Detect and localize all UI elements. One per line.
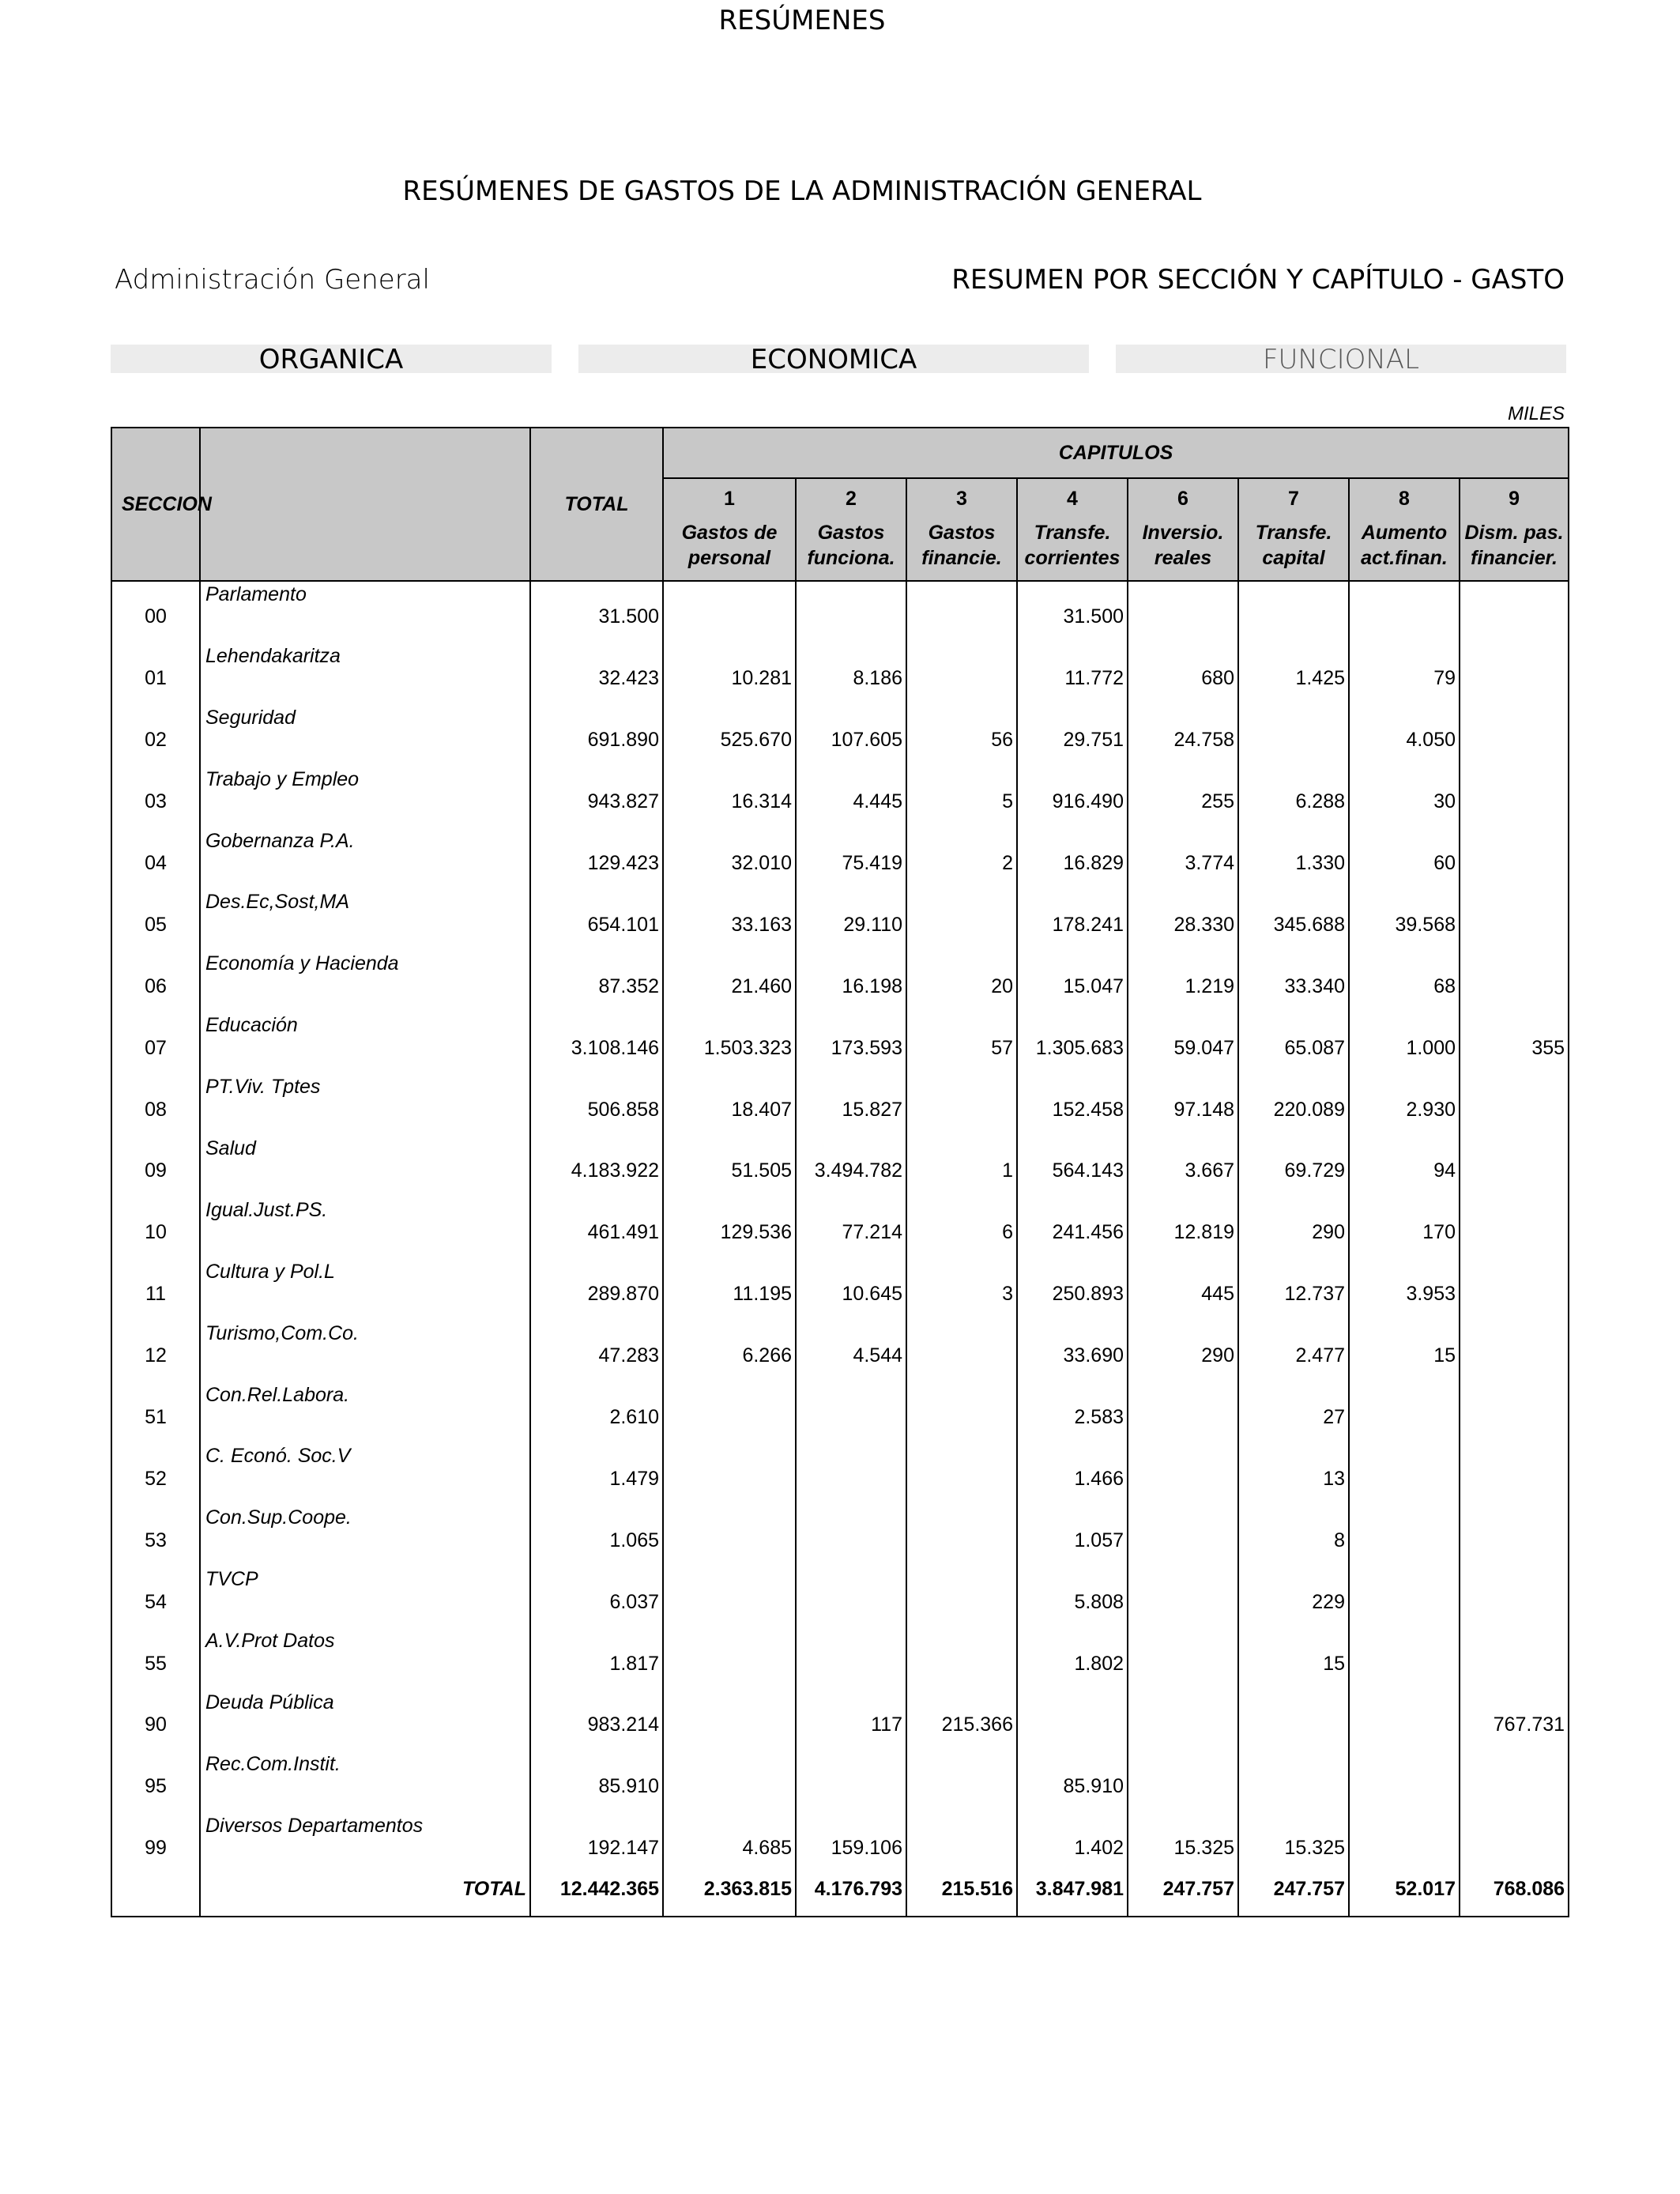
cell-total: 1.479 [530,1443,663,1505]
cell-c6 [1128,1443,1238,1505]
table-row [111,889,1569,951]
cell-c8 [1349,1751,1460,1813]
cell-c3: 2 [906,828,1017,890]
budget-table [111,427,1569,1917]
chapter-num: 9 [1460,478,1569,511]
table-row [111,1321,1569,1382]
cell-c9 [1460,1382,1569,1444]
cell-c8: 30 [1349,767,1460,828]
cell-c3 [906,1443,1017,1505]
table-row [111,1628,1569,1690]
cell-c2 [796,1505,906,1566]
chapter-label: Gastos de personal [663,511,796,581]
cell-c7: 65.087 [1238,1012,1349,1074]
cell-c7: 2.477 [1238,1321,1349,1382]
cell-c7: 8 [1238,1505,1349,1566]
section-name: Parlamento [200,581,530,643]
total-c7: 247.757 [1238,1875,1349,1917]
cell-c7: 27 [1238,1382,1349,1444]
table-row [111,951,1569,1012]
cell-c3 [906,1321,1017,1382]
cell-c4: 1.402 [1017,1813,1128,1875]
table-row [111,1566,1569,1628]
total-c9: 768.086 [1460,1875,1569,1917]
cell-c7: 13 [1238,1443,1349,1505]
capitulos-header: CAPITULOS [663,428,1569,478]
chapter-label: Aumento act.finan. [1349,511,1460,581]
chapter-label: Dism. pas. financier. [1460,511,1569,581]
cell-c2 [796,1566,906,1628]
cell-c8 [1349,1566,1460,1628]
cell-c9 [1460,1074,1569,1136]
section-code: 55 [111,1628,200,1690]
cell-c3: 1 [906,1136,1017,1197]
cell-c7: 229 [1238,1566,1349,1628]
table-row [111,1259,1569,1321]
table-row [111,1813,1569,1875]
cell-c7: 15.325 [1238,1813,1349,1875]
section-name: C. Econó. Soc.V [200,1443,530,1505]
cell-c6 [1128,1628,1238,1690]
cell-total: 87.352 [530,951,663,1012]
section-name: Educación [200,1012,530,1074]
chapter-num: 6 [1128,478,1238,511]
cell-c9 [1460,1443,1569,1505]
summary-type: RESUMEN POR SECCIÓN Y CAPÍTULO - GASTO [951,264,1565,296]
cell-c8: 68 [1349,951,1460,1012]
cell-c1 [663,581,796,643]
cell-c9 [1460,1321,1569,1382]
cell-c2: 10.645 [796,1259,906,1321]
cell-c2: 8.186 [796,643,906,705]
cell-c2: 117 [796,1690,906,1751]
cell-total: 85.910 [530,1751,663,1813]
cell-c7: 33.340 [1238,951,1349,1012]
chapter-num: 8 [1349,478,1460,511]
total-total: 12.442.365 [530,1875,663,1917]
cell-total: 129.423 [530,828,663,890]
total-c3: 215.516 [906,1875,1017,1917]
cell-c9 [1460,643,1569,705]
total-c2: 4.176.793 [796,1875,906,1917]
cell-c3 [906,1628,1017,1690]
cell-c8 [1349,1628,1460,1690]
cell-c7 [1238,1751,1349,1813]
cell-c3 [906,889,1017,951]
table-row [111,1012,1569,1074]
cell-c2: 159.106 [796,1813,906,1875]
cell-c1: 11.195 [663,1259,796,1321]
cell-c9 [1460,1751,1569,1813]
cell-c4: 29.751 [1017,705,1128,767]
chapter-label: Gastos funciona. [796,511,906,581]
cell-c2: 77.214 [796,1197,906,1259]
cell-c3 [906,1813,1017,1875]
tab-economica[interactable]: ECONOMICA [578,345,1089,373]
cell-c6: 255 [1128,767,1238,828]
cell-total: 6.037 [530,1566,663,1628]
cell-c8: 15 [1349,1321,1460,1382]
cell-c9 [1460,1566,1569,1628]
cell-c6: 445 [1128,1259,1238,1321]
cell-c1: 4.685 [663,1813,796,1875]
cell-c1 [663,1382,796,1444]
cell-c7: 290 [1238,1197,1349,1259]
cell-c7: 345.688 [1238,889,1349,951]
cell-c9 [1460,1813,1569,1875]
cell-c7: 12.737 [1238,1259,1349,1321]
cell-total: 1.065 [530,1505,663,1566]
tab-organica[interactable]: ORGANICA [111,345,552,373]
cell-c9 [1460,1259,1569,1321]
cell-c4: 1.305.683 [1017,1012,1128,1074]
section-title: RESÚMENES [718,5,886,36]
table-body [111,581,1569,1917]
classification-tabs [111,345,1566,375]
cell-c8: 94 [1349,1136,1460,1197]
cell-c7: 15 [1238,1628,1349,1690]
cell-c1: 6.266 [663,1321,796,1382]
total-header: TOTAL [530,428,663,581]
cell-c8: 4.050 [1349,705,1460,767]
chapter-num: 3 [906,478,1017,511]
cell-c9: 767.731 [1460,1690,1569,1751]
section-name: Gobernanza P.A. [200,828,530,890]
section-code: 05 [111,889,200,951]
page-title: RESÚMENES DE GASTOS DE LA ADMINISTRACIÓN GENERAL [402,175,1202,207]
section-name: Diversos Departamentos [200,1813,530,1875]
cell-c4: 31.500 [1017,581,1128,643]
cell-c3 [906,1505,1017,1566]
cell-c3: 6 [906,1197,1017,1259]
cell-c1 [663,1751,796,1813]
total-c6: 247.757 [1128,1875,1238,1917]
cell-c4: 11.772 [1017,643,1128,705]
cell-c6 [1128,1566,1238,1628]
section-name: Salud [200,1136,530,1197]
chapter-label: Transfe. corrientes [1017,511,1128,581]
section-name: Turismo,Com.Co. [200,1321,530,1382]
cell-c7 [1238,1690,1349,1751]
cell-c6: 290 [1128,1321,1238,1382]
cell-c6: 28.330 [1128,889,1238,951]
section-code: 09 [111,1136,200,1197]
cell-c2: 3.494.782 [796,1136,906,1197]
table-row [111,643,1569,705]
cell-c1: 32.010 [663,828,796,890]
cell-total: 461.491 [530,1197,663,1259]
cell-c8: 60 [1349,828,1460,890]
cell-c9: 355 [1460,1012,1569,1074]
section-code: 90 [111,1690,200,1751]
section-code: 52 [111,1443,200,1505]
cell-c6: 3.774 [1128,828,1238,890]
cell-c3: 215.366 [906,1690,1017,1751]
section-code: 11 [111,1259,200,1321]
cell-total: 1.817 [530,1628,663,1690]
section-name: Igual.Just.PS. [200,1197,530,1259]
table-row [111,1751,1569,1813]
section-code: 07 [111,1012,200,1074]
cell-total: 32.423 [530,643,663,705]
cell-c9 [1460,767,1569,828]
cell-c6 [1128,1505,1238,1566]
section-code: 12 [111,1321,200,1382]
cell-c8: 3.953 [1349,1259,1460,1321]
cell-c3: 57 [906,1012,1017,1074]
cell-c1 [663,1505,796,1566]
cell-c8 [1349,1690,1460,1751]
cell-c6: 24.758 [1128,705,1238,767]
section-name: Deuda Pública [200,1690,530,1751]
cell-c8 [1349,1813,1460,1875]
total-c1: 2.363.815 [663,1875,796,1917]
cell-c4: 16.829 [1017,828,1128,890]
seccion-header: SECCION [111,428,200,581]
table-row [111,1382,1569,1444]
cell-c1 [663,1628,796,1690]
cell-total: 31.500 [530,581,663,643]
cell-c3 [906,1382,1017,1444]
cell-c7: 1.330 [1238,828,1349,890]
table-row [111,1690,1569,1751]
cell-c4: 33.690 [1017,1321,1128,1382]
cell-c6: 3.667 [1128,1136,1238,1197]
cell-c9 [1460,1197,1569,1259]
cell-c1: 10.281 [663,643,796,705]
cell-total: 47.283 [530,1321,663,1382]
chapter-num: 4 [1017,478,1128,511]
cell-c6: 97.148 [1128,1074,1238,1136]
cell-c9 [1460,1505,1569,1566]
cell-c7 [1238,581,1349,643]
table-row [111,1443,1569,1505]
cell-c6 [1128,581,1238,643]
section-name: Con.Rel.Labora. [200,1382,530,1444]
section-code: 95 [111,1751,200,1813]
totals-row [111,1875,1569,1917]
cell-c4: 241.456 [1017,1197,1128,1259]
cell-total: 289.870 [530,1259,663,1321]
cell-c1: 129.536 [663,1197,796,1259]
section-name: PT.Viv. Tptes [200,1074,530,1136]
table-row [111,767,1569,828]
cell-c2 [796,581,906,643]
section-name: Trabajo y Empleo [200,767,530,828]
cell-c6 [1128,1751,1238,1813]
cell-c4 [1017,1690,1128,1751]
section-name: Rec.Com.Instit. [200,1751,530,1813]
units-label: MILES [1507,403,1565,424]
cell-c4: 5.808 [1017,1566,1128,1628]
totals-label: TOTAL [200,1875,530,1917]
section-code: 06 [111,951,200,1012]
cell-c2 [796,1628,906,1690]
cell-c1 [663,1690,796,1751]
cell-c1: 21.460 [663,951,796,1012]
cell-c3: 5 [906,767,1017,828]
cell-c2: 4.445 [796,767,906,828]
cell-c9 [1460,951,1569,1012]
section-name: Seguridad [200,705,530,767]
cell-c2: 75.419 [796,828,906,890]
totals-code [111,1875,200,1917]
section-code: 10 [111,1197,200,1259]
total-c4: 3.847.981 [1017,1875,1128,1917]
cell-c6: 15.325 [1128,1813,1238,1875]
cell-total: 654.101 [530,889,663,951]
cell-c4: 564.143 [1017,1136,1128,1197]
table-row [111,705,1569,767]
cell-c7: 6.288 [1238,767,1349,828]
cell-c3: 20 [906,951,1017,1012]
cell-c2: 4.544 [796,1321,906,1382]
section-code: 02 [111,705,200,767]
cell-c2: 173.593 [796,1012,906,1074]
section-name: TVCP [200,1566,530,1628]
section-code: 99 [111,1813,200,1875]
section-code: 00 [111,581,200,643]
cell-c7: 69.729 [1238,1136,1349,1197]
section-code: 54 [111,1566,200,1628]
cell-c8 [1349,1505,1460,1566]
cell-c4: 178.241 [1017,889,1128,951]
cell-c1: 33.163 [663,889,796,951]
cell-c8: 2.930 [1349,1074,1460,1136]
table-row [111,1074,1569,1136]
cell-c2 [796,1751,906,1813]
chapter-num: 7 [1238,478,1349,511]
cell-total: 192.147 [530,1813,663,1875]
cell-c3 [906,643,1017,705]
chapter-num: 2 [796,478,906,511]
cell-c3: 56 [906,705,1017,767]
cell-c6: 1.219 [1128,951,1238,1012]
cell-c7: 220.089 [1238,1074,1349,1136]
cell-total: 691.890 [530,705,663,767]
cell-c6: 59.047 [1128,1012,1238,1074]
entity-name: Administración General [115,264,430,296]
table-row [111,1505,1569,1566]
section-name: Cultura y Pol.L [200,1259,530,1321]
table-row [111,828,1569,890]
cell-total: 2.610 [530,1382,663,1444]
section-code: 03 [111,767,200,828]
cell-c4: 152.458 [1017,1074,1128,1136]
cell-c7: 1.425 [1238,643,1349,705]
cell-c4: 85.910 [1017,1751,1128,1813]
section-name: Con.Sup.Coope. [200,1505,530,1566]
cell-c2 [796,1443,906,1505]
cell-c8 [1349,581,1460,643]
cell-c4: 2.583 [1017,1382,1128,1444]
cell-total: 506.858 [530,1074,663,1136]
cell-c3 [906,1566,1017,1628]
cell-c8 [1349,1443,1460,1505]
cell-c8: 1.000 [1349,1012,1460,1074]
cell-c6 [1128,1690,1238,1751]
cell-c1 [663,1443,796,1505]
cell-c6 [1128,1382,1238,1444]
cell-c3 [906,1074,1017,1136]
chapter-label: Gastos financie. [906,511,1017,581]
cell-c1: 51.505 [663,1136,796,1197]
cell-c3: 3 [906,1259,1017,1321]
cell-c2: 16.198 [796,951,906,1012]
cell-c2 [796,1382,906,1444]
section-name: Des.Ec,Sost,MA [200,889,530,951]
cell-c1: 18.407 [663,1074,796,1136]
cell-c9 [1460,828,1569,890]
name-header [200,428,530,581]
cell-c8: 170 [1349,1197,1460,1259]
section-code: 01 [111,643,200,705]
section-code: 04 [111,828,200,890]
chapter-label: Transfe. capital [1238,511,1349,581]
section-code: 53 [111,1505,200,1566]
cell-total: 4.183.922 [530,1136,663,1197]
cell-c6: 12.819 [1128,1197,1238,1259]
cell-total: 3.108.146 [530,1012,663,1074]
cell-c9 [1460,889,1569,951]
cell-c3 [906,1751,1017,1813]
cell-c2: 29.110 [796,889,906,951]
cell-c1: 16.314 [663,767,796,828]
cell-c2: 15.827 [796,1074,906,1136]
cell-c4: 250.893 [1017,1259,1128,1321]
cell-c2: 107.605 [796,705,906,767]
cell-total: 943.827 [530,767,663,828]
cell-c9 [1460,581,1569,643]
cell-c7 [1238,705,1349,767]
cell-c4: 1.466 [1017,1443,1128,1505]
cell-total: 983.214 [530,1690,663,1751]
cell-c8 [1349,1382,1460,1444]
cell-c1 [663,1566,796,1628]
section-name: A.V.Prot Datos [200,1628,530,1690]
cell-c4: 15.047 [1017,951,1128,1012]
chapter-num: 1 [663,478,796,511]
cell-c9 [1460,705,1569,767]
cell-c9 [1460,1136,1569,1197]
total-c8: 52.017 [1349,1875,1460,1917]
cell-c6: 680 [1128,643,1238,705]
section-code: 08 [111,1074,200,1136]
cell-c3 [906,581,1017,643]
section-code: 51 [111,1382,200,1444]
cell-c8: 79 [1349,643,1460,705]
tab-funcional[interactable]: FUNCIONAL [1116,345,1566,373]
table-row [111,581,1569,643]
chapter-label: Inversio. reales [1128,511,1238,581]
cell-c9 [1460,1628,1569,1690]
cell-c1: 1.503.323 [663,1012,796,1074]
cell-c4: 1.057 [1017,1505,1128,1566]
section-name: Economía y Hacienda [200,951,530,1012]
cell-c4: 916.490 [1017,767,1128,828]
table-row [111,1197,1569,1259]
section-name: Lehendakaritza [200,643,530,705]
table-row [111,1136,1569,1197]
cell-c8: 39.568 [1349,889,1460,951]
cell-c1: 525.670 [663,705,796,767]
cell-c4: 1.802 [1017,1628,1128,1690]
